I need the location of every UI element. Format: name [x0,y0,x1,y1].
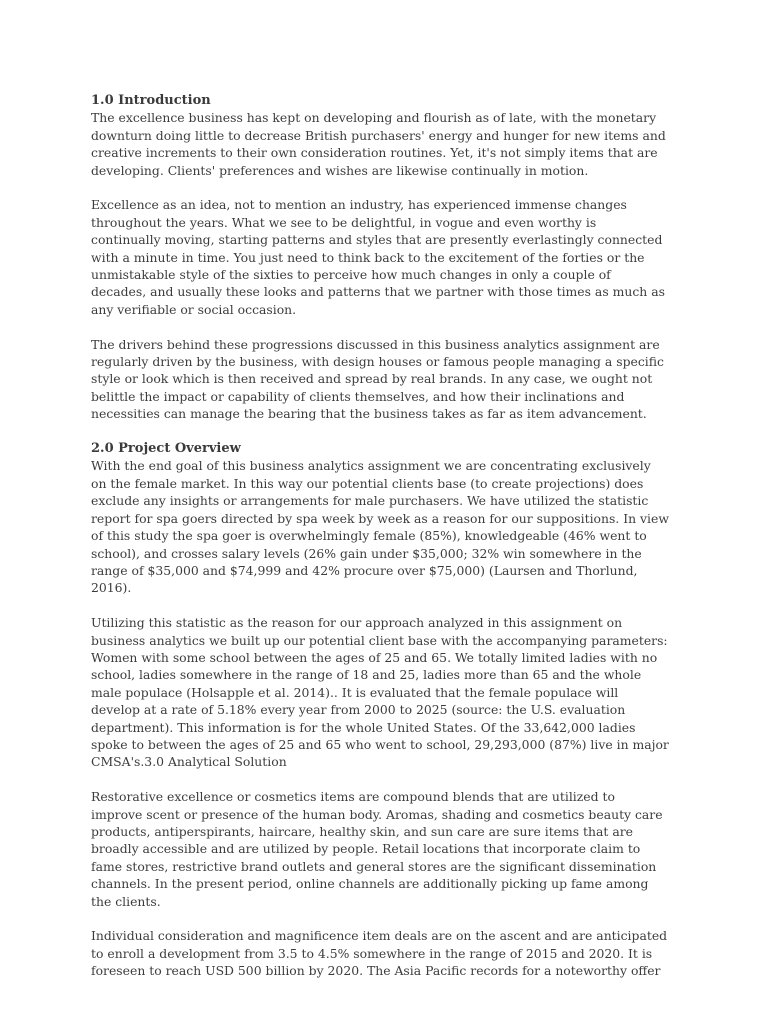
section-heading-project-overview: 2.0 Project Overview [91,441,241,457]
section-introduction [91,92,669,423]
section-heading-introduction: 1.0 Introduction [91,93,211,108]
paragraph: Restorative excellence or cosmetics items are compound blends that are utilized to improve scent or presence of the human body. Aromas, shading and cosmetics beauty care products, antiperspirants, haircare, healthy skin, and sun care are sure items that are broadly accessible and are utilized by people. Retail locations that incorporate claim to fame stores, restrictive brand outlets and general stores are the significant dissemination channels. In the present period, online channels are additionally picking up fame among the clients. [91,789,663,909]
document-page [91,92,669,980]
paragraph: Utilizing this statistic as the reason for our approach analyzed in this assignment on business analytics we built up our potential client base with the accompanying parameters: Women with some school between the ages of 25 and 65. We totally limited ladies with no school, ladies somewhere in the range of 18 and 25, ladies more than 65 and the whole male populace (Holsapple et al. 2014).. It is evaluated that the female populace will develop at a rate of 5.18% every year from 2000 to 2025 (source: the U.S. evaluation department). This information is for the whole United States. Of the 33,642,000 ladies spoke to between the ages of 25 and 65 who went to school, 29,293,000 (87%) live in major CMSA's.3.0 Analytical Solution [91,615,669,770]
paragraph: Excellence as an idea, not to mention an industry, has experienced immense changes throughout the years. What we see to be delightful, in vogue and even worthy is continually moving, starting patterns and styles that are presently everlastingly connected with a minute in time. You just need to think back to the excitement of the forties or the unmistakable style of the sixties to perceive how much changes in only a couple of decades, and usually these looks and patterns that we partner with those times as much as any verifiable or social occasion. [91,197,665,317]
paragraph: Individual consideration and magnificence item deals are on the ascent and are anticipated to enroll a development from 3.5 to 4.5% somewhere in the range of 2015 and 2020. It is foreseen to reach USD 500 billion by 2020. The Asia Pacific records for a noteworthy offer [91,928,668,979]
paragraph: With the end goal of this business analytics assignment we are concentrating exclusively on the female market. In this way our potential clients base (to create projections) does exclude any insights or arrangements for male purchasers. We have utilized the statistic report for spa goers directed by spa week by week as a reason for our suppositions. In view of this study the spa goer is overwhelmingly female (85%), knowledgeable (46% went to school), and crosses salary levels (26% gain under $35,000; 32% win somewhere in the range of $35,000 and $74,999 and 42% procure over $75,000) (Laursen and Thorlund, 2016). [91,458,669,596]
paragraph: The excellence business has kept on developing and flourish as of late, with the monetary downturn doing little to decrease British purchasers' energy and hunger for new items and creative increments to their own consideration routines. Yet, it's not simply items that are developing. Clients' preferences and wishes are likewise continually in motion. [91,110,666,178]
paragraph: The drivers behind these progressions discussed in this business analytics assignment are regularly driven by the business, with design houses or famous people managing a specific style or look which is then received and spread by real brands. In any case, we ought not belittle the impact or capability of clients themselves, and how their inclinations and necessities can manage the bearing that the business takes as far as item advancement. [91,336,664,422]
section-project-overview [91,440,669,980]
